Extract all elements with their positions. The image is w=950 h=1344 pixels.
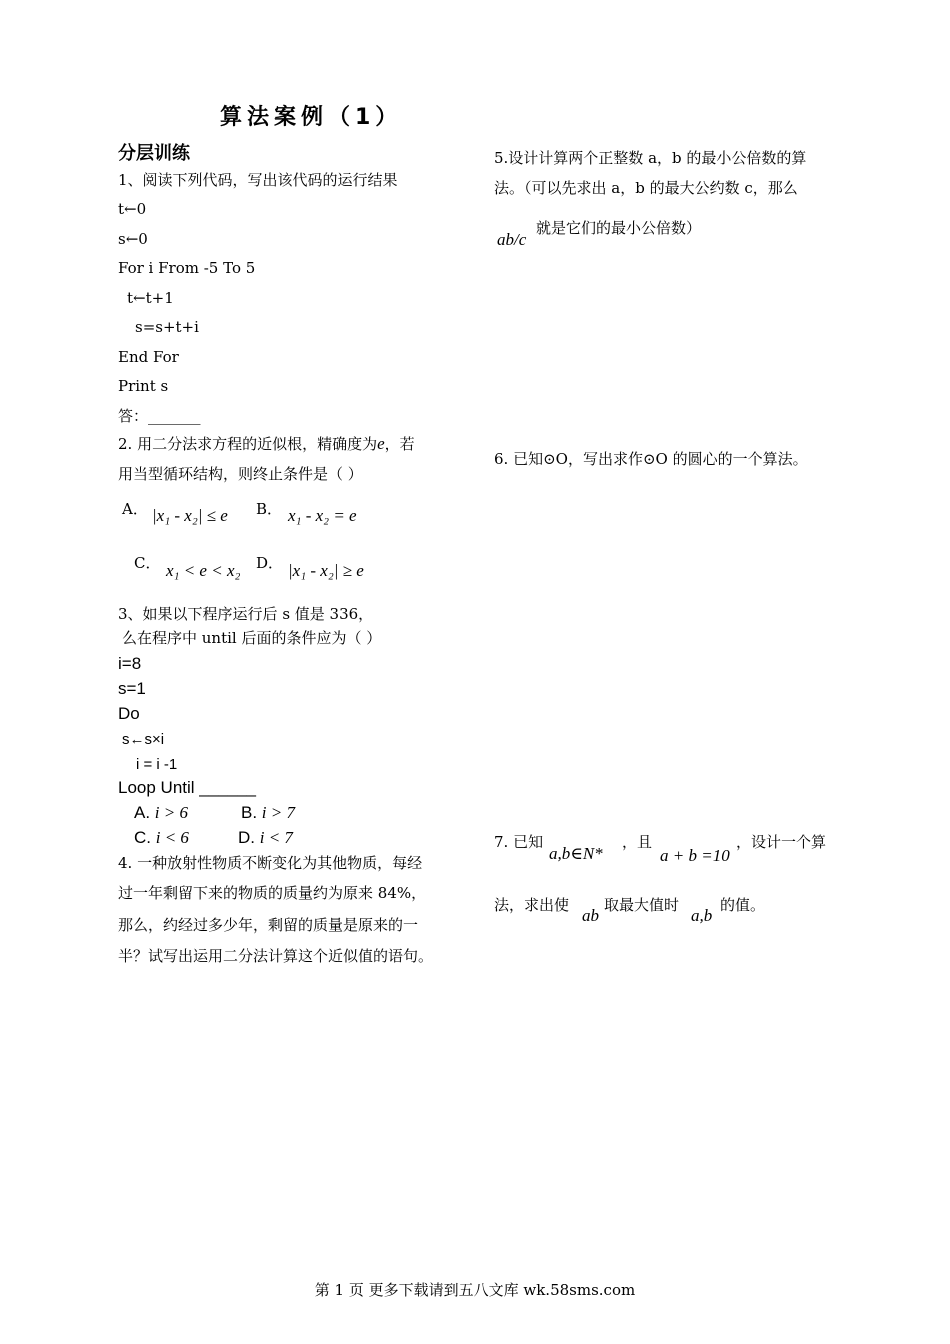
q3-option-a-label: A. — [134, 803, 151, 822]
q2-option-c-formula: x₁ < e < x₂ — [166, 561, 241, 580]
q2-option-a-formula: |x₁ - x₂| ≤ e — [152, 506, 228, 525]
q7-text: 7. 已知 — [494, 833, 544, 851]
q2-option-b-formula: x₁ - x₂ = e — [288, 506, 357, 525]
q4-line: 过一年剩留下来的物质的质量约为原来 84%， — [118, 884, 427, 902]
q1-code-line: s=s+t+i — [135, 318, 199, 336]
q3-option-b-label: B. — [241, 803, 258, 822]
q2-option-a-label: A． — [122, 500, 148, 518]
q2-option-c-label: C． — [134, 554, 161, 572]
q3-option-b-formula: i > 7 — [261, 803, 295, 822]
q3-code-line: i = i -1 — [136, 756, 178, 773]
q7-text: ，且 — [622, 833, 653, 851]
q7-text: 的值。 — [720, 896, 766, 914]
q1-code-line: t←t+1 — [127, 289, 174, 307]
q4-line: 4. 一种放射性物质不断变化为其他物质，每经 — [118, 854, 423, 872]
q2-option-d-formula: |x₁ - x₂| ≥ e — [288, 561, 364, 580]
q3-code-line: Do — [118, 704, 140, 723]
q3-line-2: 么在程序中 until 后面的条件应为（ ） — [122, 629, 382, 647]
q3-option-d-formula: i < 7 — [259, 828, 293, 847]
q2-line-1-end: ，若 — [384, 435, 415, 453]
q1-code-line: t←0 — [118, 200, 147, 218]
question-6: 6. 已知⊙O，写出求作⊙O 的圆心的一个算法。 — [494, 450, 808, 468]
q5-formula: ab/c — [497, 230, 527, 249]
q5-line-1: 5.设计计算两个正整数 a，b 的最小公倍数的算 — [494, 149, 807, 167]
q4-line: 半？试写出运用二分法计算这个近似值的语句。 — [118, 947, 434, 965]
q3-option-d-label: D. — [238, 828, 255, 847]
q3-code-line: Loop Until ______ — [118, 778, 257, 797]
q2-line-1 — [118, 434, 415, 454]
q7-formula: a,b∈N* — [549, 844, 603, 863]
q3-line-1: 3、如果以下程序运行后 s 值是 336， — [118, 605, 374, 623]
q7-formula: a,b — [691, 906, 713, 925]
q7-text: 取最大值时 — [604, 896, 680, 914]
q3-code-line: i=8 — [118, 654, 142, 673]
q7-text: 法，求出使 — [494, 896, 570, 914]
q5-line-2: 法。（可以先求出 a，b 的最大公约数 c，那么 — [494, 179, 798, 197]
q3-option-c — [134, 828, 189, 848]
q7-formula: a + b =10 — [660, 846, 730, 865]
q3-option-a-formula: i > 6 — [154, 803, 188, 822]
q2-line-2: 用当型循环结构，则终止条件是（ ） — [118, 465, 363, 483]
page-title: 算法案例（1） — [220, 105, 403, 130]
q4-line: 那么，约经过多少年，剩留的质量是原来的一 — [118, 916, 419, 934]
q1-answer-blank: 答：_______ — [118, 407, 201, 425]
q7-formula: ab — [582, 906, 599, 925]
q2-var: e — [377, 434, 385, 453]
q3-code-line: s=1 — [118, 679, 146, 698]
q1-code-line: Print s — [118, 377, 169, 395]
q2-line-1-text: 2. 用二分法求方程的近似根，精确度为 — [118, 435, 378, 453]
q3-option-d — [238, 828, 293, 848]
q1-stem: 1、阅读下列代码，写出该代码的运行结果 — [118, 171, 398, 189]
q3-option-a — [134, 803, 188, 823]
q7-text: ，设计一个算 — [736, 833, 827, 851]
q3-code-line: s←s×i — [122, 731, 165, 748]
q1-code-line: For i From -5 To 5 — [118, 259, 256, 277]
page-footer: 第 1 页 更多下载请到五八文库 wk.58sms.com — [314, 1281, 636, 1299]
q2-option-b-label: B． — [256, 500, 283, 518]
q3-option-b — [241, 803, 295, 823]
q5-line-3: 就是它们的最小公倍数） — [536, 219, 702, 237]
q3-option-c-formula: i < 6 — [155, 828, 189, 847]
q3-option-c-label: C. — [134, 828, 151, 847]
section-heading: 分层训练 — [118, 143, 190, 164]
q1-code-line: End For — [118, 348, 179, 366]
q1-code-line: s←0 — [118, 230, 148, 248]
q2-option-d-label: D． — [256, 554, 284, 572]
